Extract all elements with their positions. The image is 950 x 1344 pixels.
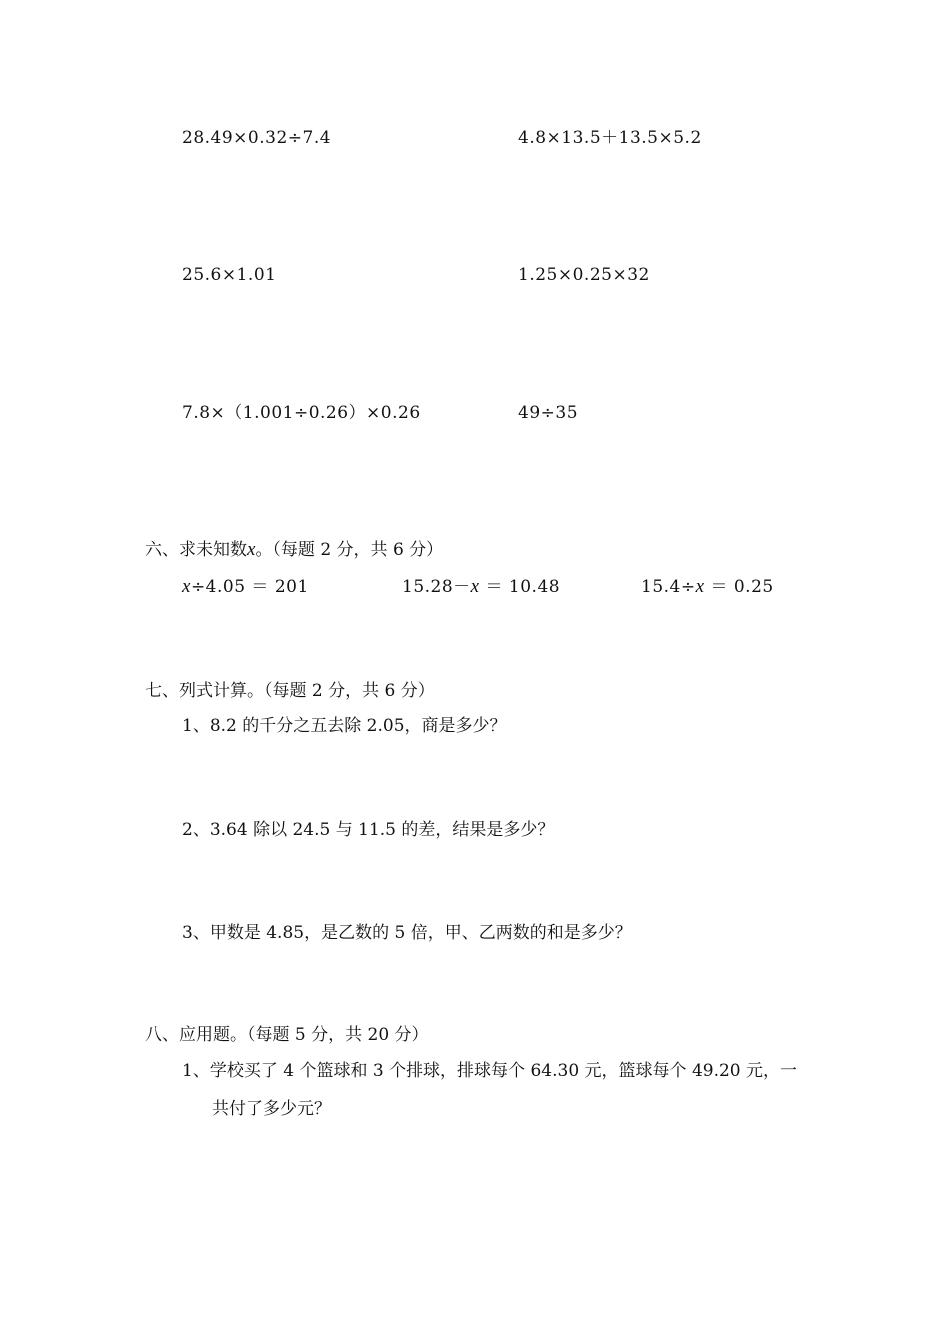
exercise-2-left: 25.6×1.01	[182, 265, 277, 285]
section-7-item-3: 3、甲数是 4.85，是乙数的 5 倍，甲、乙两数的和是多少？	[182, 923, 632, 943]
exercise-2-right: 1.25×0.25×32	[518, 265, 650, 285]
equation-3: 15.4÷x ＝ 0.25	[641, 576, 774, 597]
equation-2: 15.28－x ＝ 10.48	[402, 576, 561, 597]
section-7-item-1: 1、8.2 的千分之五去除 2.05，商是多少？	[182, 716, 507, 736]
equation-1: x÷4.05 ＝ 201	[182, 576, 309, 597]
section-6-heading: 六、求未知数x。（每题 2 分，共 6 分）	[145, 539, 444, 560]
section-7-item-2: 2、3.64 除以 24.5 与 11.5 的差，结果是多少？	[182, 820, 555, 840]
exercise-3-right: 49÷35	[518, 403, 579, 423]
variable-x: x	[247, 539, 256, 560]
section-8-heading: 八、应用题。（每题 5 分，共 20 分）	[145, 1025, 429, 1045]
exercise-3-left: 7.8×（1.001÷0.26）×0.26	[182, 403, 421, 423]
exercise-1-left: 28.49×0.32÷7.4	[182, 128, 332, 148]
section-7-heading: 七、列式计算。（每题 2 分，共 6 分）	[145, 681, 435, 701]
exercise-1-right: 4.8×13.5＋13.5×5.2	[518, 128, 702, 148]
section-8-item-1-line-1: 1、学校买了 4 个篮球和 3 个排球，排球每个 64.30 元，篮球每个 49.20 元，一	[182, 1061, 798, 1081]
section-8-item-1-line-2: 共付了多少元？	[212, 1099, 331, 1119]
